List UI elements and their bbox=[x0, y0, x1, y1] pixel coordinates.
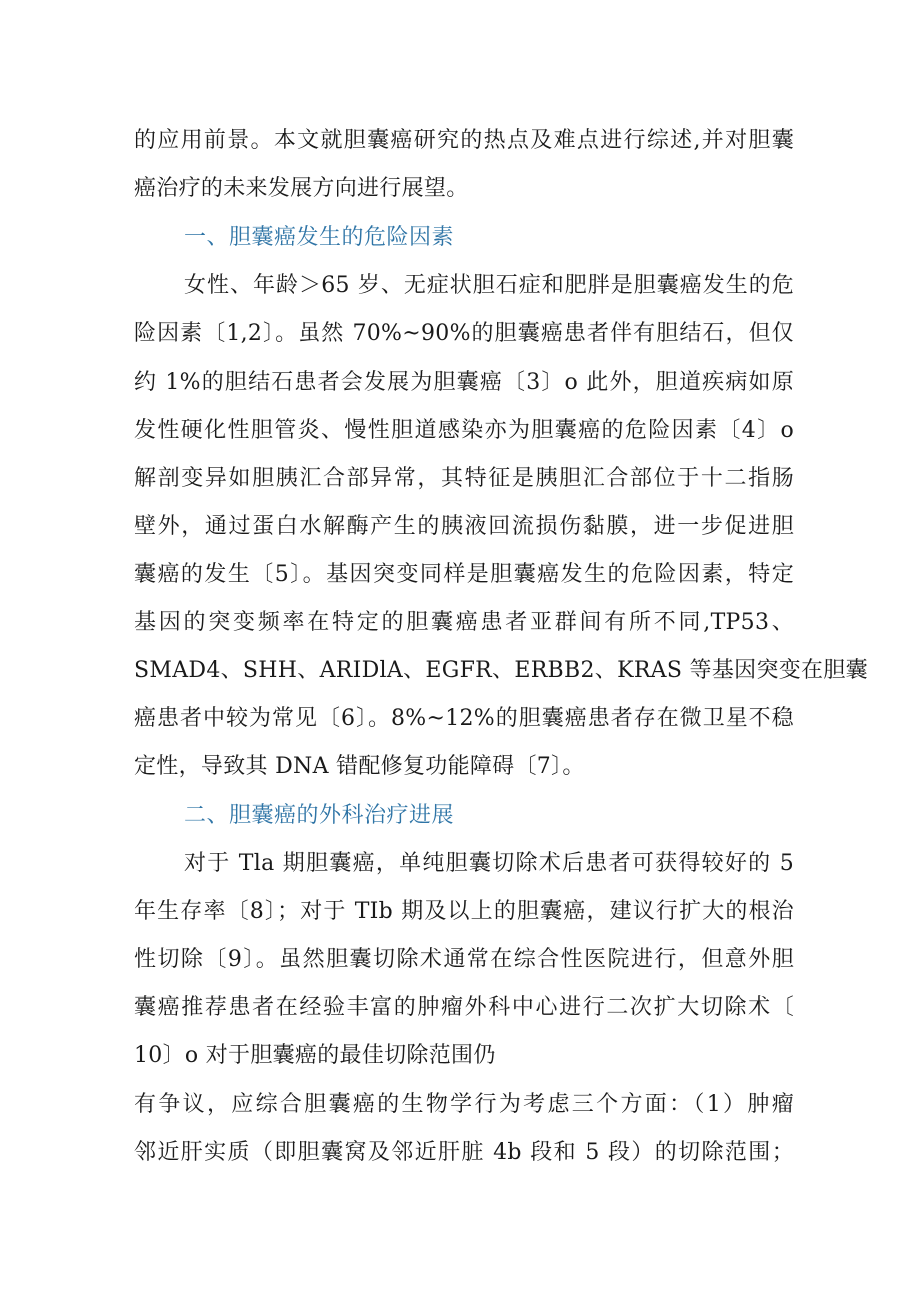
paragraph-line: 女性、年龄＞65 岁、无症状胆石症和肥胖是胆囊癌发生的危 bbox=[184, 273, 794, 298]
section-heading-risk-factors: 一、胆囊癌发生的危险因素 bbox=[184, 225, 455, 250]
paragraph-line: 解剖变异如胆胰汇合部异常，其特征是胰胆汇合部位于十二指肠 bbox=[134, 466, 794, 491]
paragraph-line: 囊癌推荐患者在经验丰富的肿瘤外科中心进行二次扩大切除术〔 bbox=[134, 995, 794, 1020]
paragraph-line: 囊癌的发生〔5〕。基因突变同样是胆囊癌发生的危险因素，特定 bbox=[134, 562, 794, 587]
paragraph-line: 有争议，应综合胆囊癌的生物学行为考虑三个方面：（1）肿瘤 bbox=[134, 1092, 794, 1117]
section-heading-surgical-treatment: 二、胆囊癌的外科治疗进展 bbox=[184, 803, 455, 828]
paragraph-line: 癌治疗的未来发展方向进行展望。 bbox=[134, 176, 469, 201]
paragraph-line: 基因的突变频率在特定的胆囊癌患者亚群间有所不同,TP53、 bbox=[134, 610, 794, 635]
paragraph-line: 壁外，通过蛋白水解酶产生的胰液回流损伤黏膜，进一步促进胆 bbox=[134, 514, 794, 539]
paragraph-line: 险因素〔1,2〕。虽然 70%~90%的胆囊癌患者伴有胆结石，但仅 bbox=[134, 321, 794, 346]
paragraph-line: 约 1%的胆结石患者会发展为胆囊癌〔3〕o 此外，胆道疾病如原 bbox=[134, 370, 794, 395]
paragraph-line: SMAD4、SHH、ARIDlA、EGFR、ERBB2、KRAS 等基因突变在胆囊 bbox=[134, 658, 868, 683]
paragraph-line: 邻近肝实质（即胆囊窝及邻近肝脏 4b 段和 5 段）的切除范围； bbox=[134, 1140, 794, 1165]
paragraph-line: 年生存率〔8〕；对于 TIb 期及以上的胆囊癌，建议行扩大的根治 bbox=[134, 899, 794, 924]
paragraph-line: 10〕o 对于胆囊癌的最佳切除范围仍 bbox=[134, 1043, 496, 1068]
paragraph-line: 对于 Tla 期胆囊癌，单纯胆囊切除术后患者可获得较好的 5 bbox=[184, 851, 794, 876]
paragraph-line: 定性，导致其 DNA 错配修复功能障碍〔7〕。 bbox=[134, 754, 585, 779]
paragraph-line: 性切除〔9〕。虽然胆囊切除术通常在综合性医院进行，但意外胆 bbox=[134, 947, 794, 972]
paragraph-line: 发性硬化性胆管炎、慢性胆道感染亦为胆囊癌的危险因素〔4〕o bbox=[134, 418, 794, 443]
paragraph-line: 的应用前景。本文就胆囊癌研究的热点及难点进行综述,并对胆囊 bbox=[134, 128, 794, 153]
paragraph-line: 癌患者中较为常见〔6〕。8%~12%的胆囊癌患者存在微卫星不稳 bbox=[134, 706, 794, 731]
